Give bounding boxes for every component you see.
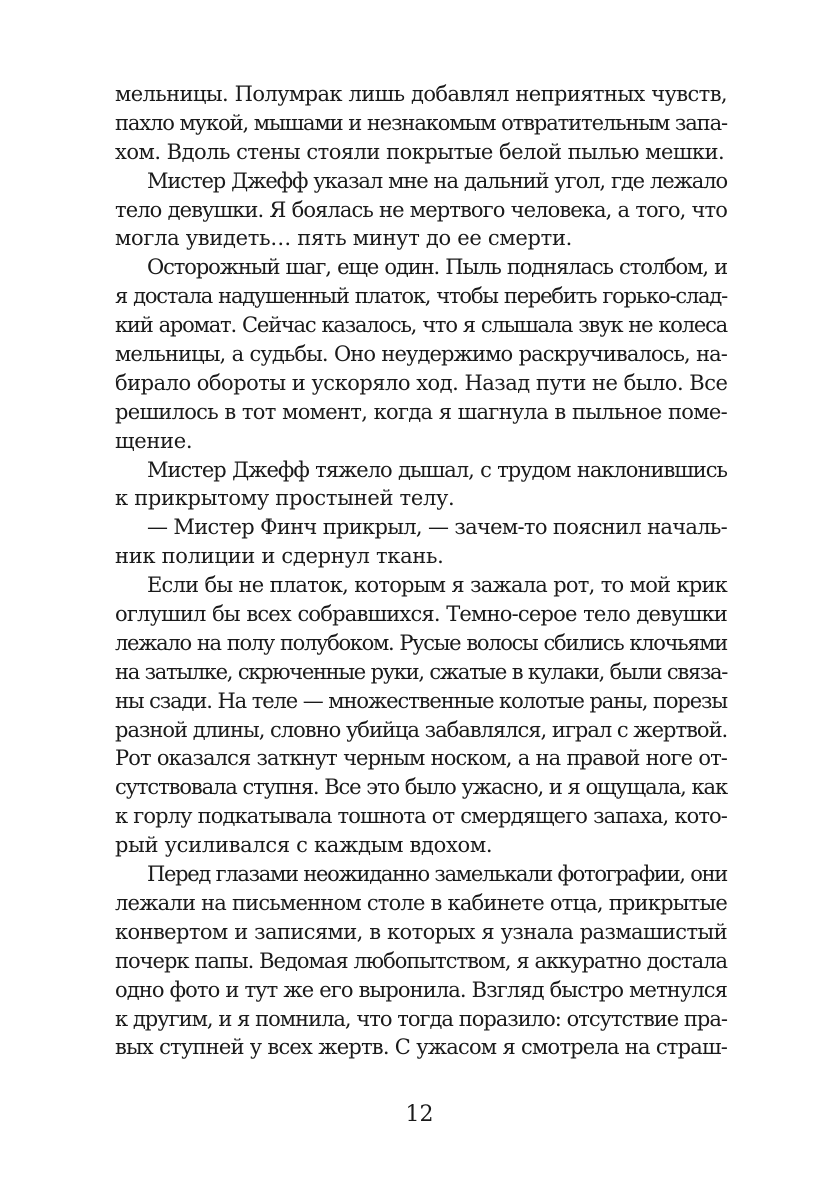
text-line: к другим, и я помнила, что тогда поразило: отсутствие пра-	[115, 1006, 727, 1031]
text-line: ны сзади. На теле — множественные колотые раны, порезы	[115, 688, 727, 713]
text-line: почерк папы. Ведомая любопытством, я аккуратно достала	[115, 948, 727, 973]
paragraph	[115, 571, 727, 860]
text-line: к горлу подкатывала тошнота от смердящего запаха, кото-	[115, 804, 727, 829]
text-line: щение.	[115, 428, 193, 453]
text-line: тело девушки. Я боялась не мертвого человека, а того, что	[115, 197, 727, 222]
text-line: Осторожный шаг, еще один. Пыль поднялась столбом, и	[147, 255, 727, 280]
text-line: хом. Вдоль стены стояли покрытые белой пылью мешки.	[115, 139, 725, 164]
text-line: мельницы, а судьбы. Оно неудержимо раскручивалось, на-	[115, 342, 727, 367]
text-line: Перед глазами неожиданно замелькали фотографии, они	[147, 862, 727, 887]
paragraph	[115, 513, 727, 571]
text-line: решилось в тот момент, когда я шагнула в пыльное поме-	[115, 399, 727, 424]
text-line: лежало на полу полубоком. Русые волосы сбились клочьями	[115, 630, 727, 655]
text-line: рый усиливался с каждым вдохом.	[115, 833, 493, 858]
text-line: могла увидеть… пять минут до ее смерти.	[115, 226, 573, 251]
text-line: сутствовала ступня. Все это было ужасно, и я ощущала, как	[115, 775, 727, 800]
text-line: к прикрытому простыней телу.	[115, 486, 455, 511]
text-line: Если бы не платок, которым я зажала рот, то мой крик	[147, 573, 727, 598]
text-line: кий аромат. Сейчас казалось, что я слышала звук не колеса	[115, 313, 727, 338]
text-line: Мистер Джефф указал мне на дальний угол, где лежало	[147, 168, 727, 193]
paragraph	[115, 80, 727, 167]
text-line: я достала надушенный платок, чтобы перебить горько-слад-	[115, 284, 727, 309]
text-line: пахло мукой, мышами и незнакомым отвратительным запа-	[115, 110, 727, 135]
page-text	[115, 80, 727, 1062]
text-line: разной длины, словно убийца забавлялся, играл с жертвой.	[115, 717, 728, 742]
text-line: ник полиции и сдернул ткань.	[115, 544, 444, 569]
text-line: Рот оказался заткнут черным носком, а на правой ноге от-	[115, 746, 727, 771]
paragraph	[115, 860, 727, 1062]
text-line: на затылке, скрюченные руки, сжатые в кулаки, были связа-	[115, 659, 727, 684]
text-line: — Мистер Финч прикрыл, — зачем-то пояснил началь-	[147, 515, 727, 540]
text-line: лежали на письменном столе в кабинете отца, прикрытые	[115, 890, 727, 915]
paragraph	[115, 167, 727, 254]
text-line: одно фото и тут же его выронила. Взгляд быстро метнулся	[115, 977, 727, 1002]
text-line: бирало обороты и ускоряло ход. Назад пути не было. Все	[115, 370, 728, 395]
text-line: мельницы. Полумрак лишь добавлял неприятных чувств,	[115, 82, 727, 106]
page-number: 12	[405, 1102, 434, 1127]
paragraph	[115, 253, 727, 455]
text-line: конвертом и записями, в которых я узнала размашистый	[115, 919, 727, 944]
text-line: вых ступней у всех жертв. С ужасом я смотрела на страш-	[115, 1035, 727, 1060]
paragraph	[115, 456, 727, 514]
text-line: оглушил бы всех собравшихся. Темно-серое тело девушки	[115, 602, 727, 627]
text-line: Мистер Джефф тяжело дышал, с трудом наклонившись	[147, 457, 727, 482]
